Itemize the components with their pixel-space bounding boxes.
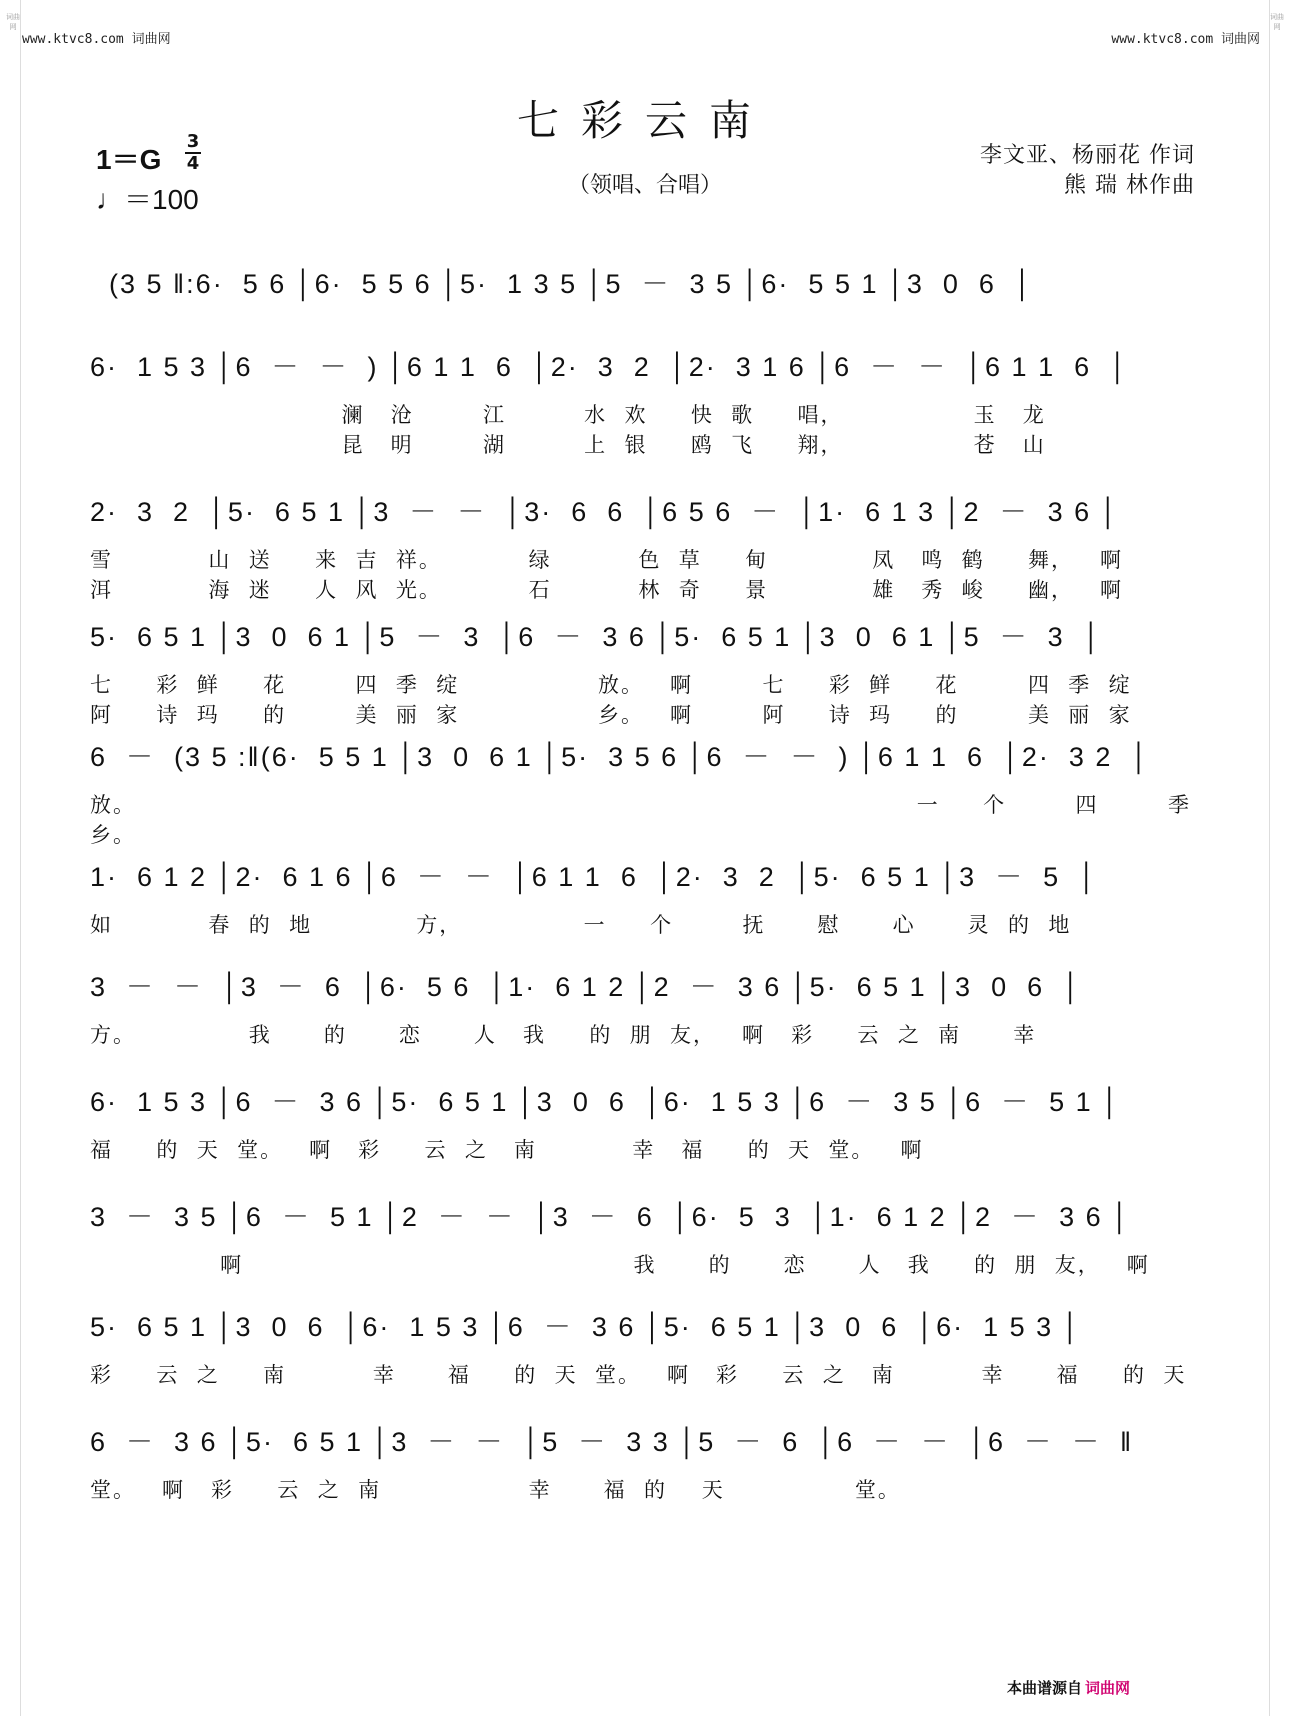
song-subtitle: （领唱、合唱） xyxy=(567,173,722,198)
lyric-line: 阿 诗 玛 的 美 丽 家 乡。 啊 阿 诗 玛 的 美 丽 家 xyxy=(90,703,1132,727)
notation-line: (3 5 ‖:6· 5 6 │6· 5 5 6 │5· 1 3 5 │5 － 3 5 │6· 5 5 1 │3 0 6 │ xyxy=(90,269,1034,299)
notation-line: 6· 1 5 3 │6 － 3 6 │5· 6 5 1 │3 0 6 │6· 1 5 3 │6 － 3 5 │6 － 5 1 │ xyxy=(90,1087,1122,1117)
footer-source-site: 词曲网 xyxy=(1084,1679,1130,1697)
composer-credit: 熊 瑞 林作曲 xyxy=(1064,173,1195,198)
notation-line: 3 － 3 5 │6 － 5 1 │2 － － │3 － 6 │6· 5 3 │1· 6 1 2 │2 － 3 6 │ xyxy=(90,1202,1131,1232)
time-numerator: 3 xyxy=(186,131,200,152)
side-watermark-text: 词曲网 xyxy=(1270,13,1284,31)
song-title: 七彩云南 xyxy=(516,96,773,145)
lyric-line: 雪 山 送 来 吉 祥。 绿 色 草 甸 凤 鸣 鹤 舞， 啊 xyxy=(90,548,1123,572)
watermark-right: www.ktvc8.com 词曲网 xyxy=(1111,32,1260,47)
lyric-line: 昆 明 湖 上 银 鸥 飞 翔， 苍 山 xyxy=(90,433,1046,457)
lyric-line: 堂。 啊 彩 云 之 南 幸 福 的 天 堂。 xyxy=(90,1478,901,1502)
lyricist-credit: 李文亚、杨丽花 作词 xyxy=(980,143,1195,168)
lyric-line: 方。 我 的 恋 人 我 的 朋 友， 啊 彩 云 之 南 幸 xyxy=(90,1023,1037,1047)
notation-line: 6 － 3 6 │5· 6 5 1 │3 － － │5 － 3 3 │5 － 6 │6 － － │6 － － ‖ xyxy=(90,1427,1134,1457)
lyric-line: 啊 我 的 恋 人 我 的 朋 友， 啊 xyxy=(90,1253,1150,1277)
notation-line: 3 － － │3 － 6 │6· 5 6 │1· 6 1 2 │2 － 3 6 │5· 6 5 1 │3 0 6 │ xyxy=(90,972,1082,1002)
lyric-line: 乡。 xyxy=(90,823,136,847)
notation-line: 1· 6 1 2 │2· 6 1 6 │6 － － │6 1 1 6 │2· 3 2 │5· 6 5 1 │3 － 5 │ xyxy=(90,862,1099,892)
watermark-left: www.ktvc8.com 词曲网 xyxy=(22,32,171,47)
lyric-line: 放。 一 个 四 季 xyxy=(90,793,1191,817)
notation-line: 2· 3 2 │5· 6 5 1 │3 － － │3· 6 6 │6 5 6 － │1· 6 1 3 │2 － 3 6 │ xyxy=(90,497,1120,527)
tempo-marking: ♩＝100 xyxy=(96,184,199,215)
footer-source-label: 本曲谱源自 xyxy=(1006,1679,1082,1697)
notation-line: 5· 6 5 1 │3 0 6 │6· 1 5 3 │6 － 3 6 │5· 6 5 1 │3 0 6 │6· 1 5 3 │ xyxy=(90,1312,1082,1342)
side-watermark-text: 词曲网 xyxy=(6,13,20,31)
time-denominator: 4 xyxy=(186,153,200,174)
lyric-line: 澜 沧 江 水 欢 快 歌 唱， 玉 龙 xyxy=(90,403,1046,427)
notation-line: 6 － (3 5 :‖(6· 5 5 1 │3 0 6 1 │5· 3 5 6 │6 － － ) │6 1 1 6 │2· 3 2 │ xyxy=(90,742,1151,772)
lyric-line: 洱 海 迷 人 风 光。 石 林 奇 景 雄 秀 峻 幽， 啊 xyxy=(90,578,1123,602)
notation-line: 5· 6 5 1 │3 0 6 1 │5 － 3 │6 － 3 6 │5· 6 5 1 │3 0 6 1 │5 － 3 │ xyxy=(90,622,1103,652)
key-signature: 1＝G xyxy=(96,144,162,175)
notation-line: 6· 1 5 3 │6 － － ) │6 1 1 6 │2· 3 2 │2· 3 1 6 │6 － － │6 1 1 6 │ xyxy=(90,352,1129,382)
lyric-line: 七 彩 鲜 花 四 季 绽 放。 啊 七 彩 鲜 花 四 季 绽 xyxy=(90,673,1132,697)
lyric-line: 福 的 天 堂。 啊 彩 云 之 南 幸 福 的 天 堂。 啊 xyxy=(90,1138,924,1162)
lyric-line: 彩 云 之 南 幸 福 的 天 堂。 啊 彩 云 之 南 幸 福 的 天 xyxy=(90,1363,1187,1387)
lyric-line: 如 春 的 地 方， 一 个 抚 慰 心 灵 的 地 xyxy=(90,913,1072,937)
